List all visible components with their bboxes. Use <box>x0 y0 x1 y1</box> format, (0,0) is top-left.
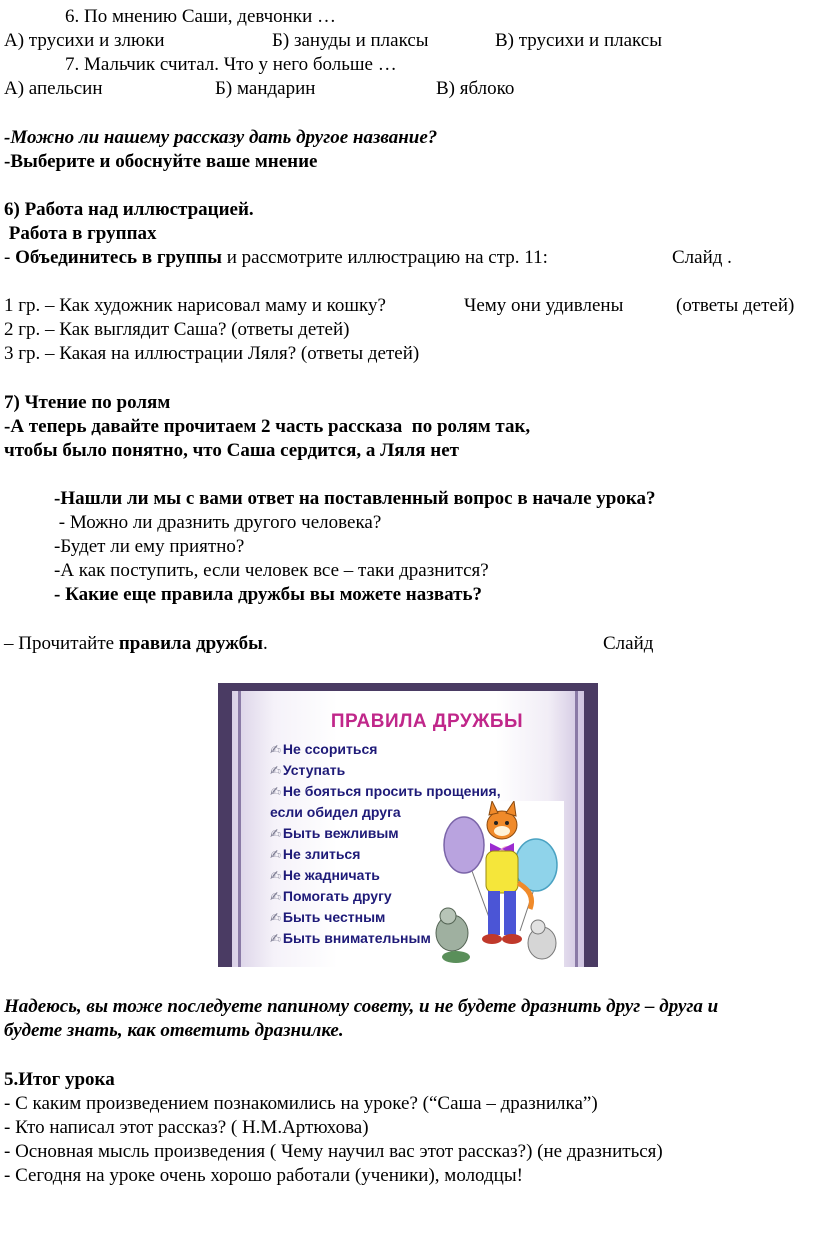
conclusion-line-1: Надеюсь, вы тоже последуете папиному совету, и не будете дразнить друг – друга и <box>4 996 719 1017</box>
slide-stripe-right <box>575 691 578 967</box>
summary-line-3: - Основная мысль произведения ( Чему научил вас этот рассказ?) (не дразниться) <box>4 1141 663 1162</box>
slide-label-2: Слайд <box>603 633 654 654</box>
cat-with-balloons-illustration <box>432 801 564 967</box>
read-rules-prefix: – Прочитайте <box>4 633 119 654</box>
summary-title: 5.Итог урока <box>4 1069 115 1090</box>
pen-icon: ✍ <box>270 910 281 925</box>
rule-item: ✍ Не жадничать <box>270 867 380 883</box>
group-1-question-b: Чему они удивлены <box>464 295 624 316</box>
slide-background <box>232 691 584 967</box>
question-answer-found: -Нашли ли мы с вами ответ на поставленный вопрос в начале урока? <box>54 488 656 509</box>
rule-item: ✍ Быть внимательным <box>270 930 431 946</box>
slide-stripe-left <box>238 691 241 967</box>
rule-item-continuation: если обидел друга <box>270 804 401 820</box>
conclusion-line-2: будете знать, как ответить дразнилке. <box>4 1020 344 1041</box>
section-7-line-1: -А теперь давайте прочитаем 2 часть рассказа по ролям так, <box>4 416 531 437</box>
pen-icon: ✍ <box>270 826 281 841</box>
question-6: 6. По мнению Саши, девчонки … <box>65 6 337 27</box>
slide-title: ПРАВИЛА ДРУЖБЫ <box>330 711 524 732</box>
instruction-bold: Объединитесь в группы <box>15 247 223 268</box>
rule-item: ✍ Не ссориться <box>270 741 378 757</box>
question-tease: - Можно ли дразнить другого человека? <box>54 512 382 533</box>
pen-icon: ✍ <box>270 763 281 778</box>
read-rules-bold: правила дружбы <box>118 633 263 654</box>
rule-item: ✍ Не бояться просить прощения, <box>270 783 501 799</box>
instruction-rest: и рассмотрите иллюстрацию на стр. 11: <box>222 247 548 268</box>
read-rules-suffix: . <box>263 633 268 654</box>
group-3-question: 3 гр. – Какая на иллюстрации Ляля? (ответы детей) <box>4 343 420 364</box>
summary-line-1: - С каким произведением познакомились на уроке? (“Саша – дразнилка”) <box>4 1093 598 1114</box>
discussion-question: -Можно ли нашему рассказу дать другое название? <box>4 127 438 148</box>
question-pleasant: -Будет ли ему приятно? <box>54 536 245 557</box>
rule-item: ✍ Помогать другу <box>270 888 392 904</box>
section-6-subtitle: Работа в группах <box>4 223 157 244</box>
pen-icon: ✍ <box>270 868 281 883</box>
rule-item: ✍ Уступать <box>270 762 346 778</box>
section-6-instruction <box>4 246 548 270</box>
question-7-option-b: Б) мандарин <box>215 78 316 99</box>
rule-item: ✍ Быть честным <box>270 909 386 925</box>
question-6-option-a: А) трусихи и злюки <box>4 30 165 51</box>
read-rules-instruction <box>4 632 268 656</box>
pen-icon: ✍ <box>270 889 281 904</box>
rule-item: ✍ Не злиться <box>270 846 361 862</box>
pen-icon: ✍ <box>270 784 281 799</box>
instruction-prefix: - <box>4 247 16 268</box>
section-7-line-2: чтобы было понятно, что Саша сердится, а Ляля нет <box>4 440 459 461</box>
summary-line-2: - Кто написал этот рассказ? ( Н.М.Артюхова) <box>4 1117 369 1138</box>
question-7-option-c: В) яблоко <box>436 78 515 99</box>
friendship-rules-slide <box>218 683 598 967</box>
pen-icon: ✍ <box>270 931 281 946</box>
group-1-answers: (ответы детей) <box>676 295 795 316</box>
section-6-title: 6) Работа над иллюстрацией. <box>4 199 254 220</box>
question-what-to-do: -А как поступить, если человек все – таки дразнится? <box>54 560 489 581</box>
group-1-question: 1 гр. – Как художник нарисовал маму и кошку? <box>4 295 386 316</box>
discussion-prompt: -Выберите и обоснуйте ваше мнение <box>4 151 318 172</box>
question-friendship-rules: - Какие еще правила дружбы вы можете назвать? <box>54 584 483 605</box>
question-7: 7. Мальчик считал. Что у него больше … <box>65 54 397 75</box>
group-2-question: 2 гр. – Как выглядит Саша? (ответы детей) <box>4 319 350 340</box>
pen-icon: ✍ <box>270 847 281 862</box>
question-6-option-b: Б) зануды и плаксы <box>272 30 429 51</box>
question-6-option-c: В) трусихи и плаксы <box>495 30 663 51</box>
rule-item: ✍ Быть вежливым <box>270 825 399 841</box>
summary-line-4: - Сегодня на уроке очень хорошо работали (ученики), молодцы! <box>4 1165 523 1186</box>
question-7-option-a: А) апельсин <box>4 78 103 99</box>
slide-label-1: Слайд . <box>672 247 732 268</box>
pen-icon: ✍ <box>270 742 281 757</box>
section-7-title: 7) Чтение по ролям <box>4 392 171 413</box>
